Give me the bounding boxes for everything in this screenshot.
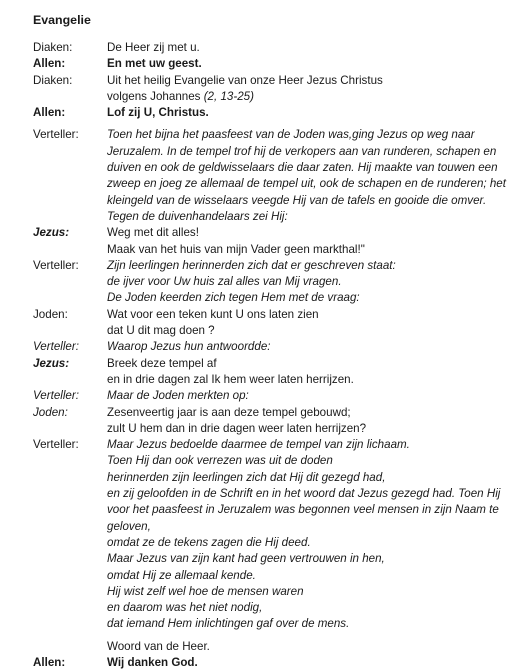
speaker-label: Joden: bbox=[33, 307, 68, 321]
text-line: Tegen de duivenhandelaars zei Hij: bbox=[107, 209, 288, 223]
dialogue-row bbox=[33, 56, 503, 72]
gospel-reference-text: volgens Johannes bbox=[107, 89, 204, 103]
text-line: Wij danken God. bbox=[107, 655, 198, 669]
spoken-text bbox=[107, 127, 506, 225]
section-title: Evangelie bbox=[33, 13, 91, 27]
speaker-label: Allen: bbox=[33, 106, 66, 120]
text-line: dat iemand Hem inlichtingen gaf over de mens. bbox=[107, 617, 350, 631]
text-line: herinnerden zijn leerlingen zich dat Hij dit gezegd had, bbox=[107, 470, 386, 484]
spoken-text bbox=[107, 105, 503, 121]
text-line: Zesenveertig jaar is aan deze tempel gebouwd; bbox=[107, 405, 351, 419]
speaker-label: Joden: bbox=[33, 405, 68, 419]
speaker-label bbox=[33, 639, 107, 655]
dialogue-row bbox=[33, 639, 503, 655]
dialogue-row bbox=[33, 388, 503, 404]
spoken-text bbox=[107, 56, 503, 72]
spoken-text bbox=[107, 307, 503, 340]
spoken-text bbox=[107, 339, 503, 355]
text-line: Maak van het huis van mijn Vader geen markthal!" bbox=[107, 242, 365, 256]
text-line: en zij geloofden in de Schrift en in het woord dat Jezus gezegd had. Toen Hij bbox=[107, 487, 501, 501]
text-line: De Joden keerden zich tegen Hem met de vraag: bbox=[107, 291, 360, 305]
text-line: zweep en joeg ze allemaal de tempel uit, ook de schapen en de runderen; het bbox=[107, 177, 506, 191]
speaker-label: Verteller: bbox=[33, 389, 79, 403]
liturgy-text bbox=[33, 40, 506, 671]
text-line: Waarop Jezus hun antwoordde: bbox=[107, 340, 271, 354]
text-line: Maar Jezus bedoelde daarmee de tempel van zijn lichaam. bbox=[107, 438, 410, 452]
dialogue-row bbox=[33, 258, 503, 307]
text-line: dat U dit mag doen ? bbox=[107, 324, 215, 338]
dialogue-row bbox=[33, 73, 503, 106]
text-line: Maar Jezus van zijn kant had geen vertrouwen in hen, bbox=[107, 552, 385, 566]
speaker-label: Verteller: bbox=[33, 258, 79, 272]
text-line: duiven en ook de geldwisselaars die daar zaten. Hij maakte van touwen een bbox=[107, 161, 498, 175]
speaker-label: Allen: bbox=[33, 655, 66, 669]
speaker-label: Diaken: bbox=[33, 41, 73, 54]
speaker-label: Diaken: bbox=[33, 73, 73, 87]
spoken-text bbox=[107, 437, 503, 633]
speaker-label: Verteller: bbox=[33, 438, 79, 452]
text-line: omdat Hij ze allemaal kende. bbox=[107, 568, 256, 582]
spoken-text bbox=[107, 405, 503, 438]
spoken-text bbox=[107, 356, 503, 389]
dialogue-row bbox=[33, 307, 503, 340]
text-line: De Heer zij met u. bbox=[107, 41, 200, 54]
dialogue-row bbox=[33, 437, 503, 633]
text-line: En met uw geest. bbox=[107, 57, 202, 71]
text-line: kleingeld van de wisselaars veegde Hij van de tafels en gooide die omver. bbox=[107, 193, 487, 207]
dialogue-row bbox=[33, 339, 503, 355]
text-line: Weg met dit alles! bbox=[107, 226, 199, 240]
dialogue-row bbox=[33, 356, 503, 389]
dialogue-row bbox=[33, 225, 503, 258]
text-line: zult U hem dan in drie dagen weer laten herrijzen? bbox=[107, 421, 367, 435]
speaker-label: Allen: bbox=[33, 57, 66, 71]
spoken-text bbox=[107, 258, 503, 307]
text-line: Breek deze tempel af bbox=[107, 356, 217, 370]
text-line: Lof zij U, Christus. bbox=[107, 106, 209, 120]
speaker-label: Verteller: bbox=[33, 128, 79, 142]
text-line: Toen het bijna het paasfeest van de Joden was,ging Jezus op weg naar bbox=[107, 128, 475, 142]
dialogue-row bbox=[33, 655, 503, 671]
dialogue-row bbox=[33, 405, 503, 438]
text-line: voor het paasfeest in Jeruzalem was begonnen veel mensen in zijn Naam te bbox=[107, 503, 499, 517]
verse-reference: (2, 13-25) bbox=[203, 89, 254, 103]
dialogue-row bbox=[33, 40, 503, 56]
text-line: en daarom was het niet nodig, bbox=[107, 601, 263, 615]
text-line: Maar de Joden merkten op: bbox=[107, 389, 249, 403]
text-line: omdat ze de tekens zagen die Hij deed. bbox=[107, 535, 311, 549]
dialogue-row bbox=[33, 127, 506, 225]
spoken-text bbox=[107, 225, 503, 258]
speaker-label: Jezus: bbox=[33, 226, 70, 240]
text-line: Zijn leerlingen herinnerden zich dat er geschreven staat: bbox=[107, 258, 396, 272]
text-line: Woord van de Heer. bbox=[107, 639, 210, 653]
speaker-label: Jezus: bbox=[33, 356, 70, 370]
spoken-text bbox=[107, 73, 503, 106]
text-line: Toen Hij dan ook verrezen was uit de doden bbox=[107, 454, 333, 468]
text-line: de ijver voor Uw huis zal alles van Mij vragen. bbox=[107, 275, 342, 289]
text-line: Hij wist zelf wel hoe de mensen waren bbox=[107, 584, 304, 598]
text-line: Jeruzalem. In de tempel trof hij de verkopers aan van runderen, schapen en bbox=[107, 144, 497, 158]
text-line bbox=[107, 89, 503, 105]
spoken-text bbox=[107, 388, 503, 404]
dialogue-row bbox=[33, 105, 503, 121]
speaker-label: Verteller: bbox=[33, 340, 79, 354]
text-line: Uit het heilig Evangelie van onze Heer Jezus Christus bbox=[107, 73, 383, 87]
text-line: en in drie dagen zal Ik hem weer laten herrijzen. bbox=[107, 372, 354, 386]
spoken-text bbox=[107, 655, 503, 671]
text-line: geloven, bbox=[107, 519, 151, 533]
spoken-text bbox=[107, 639, 503, 655]
spoken-text bbox=[107, 40, 503, 56]
text-line: Wat voor een teken kunt U ons laten zien bbox=[107, 307, 319, 321]
